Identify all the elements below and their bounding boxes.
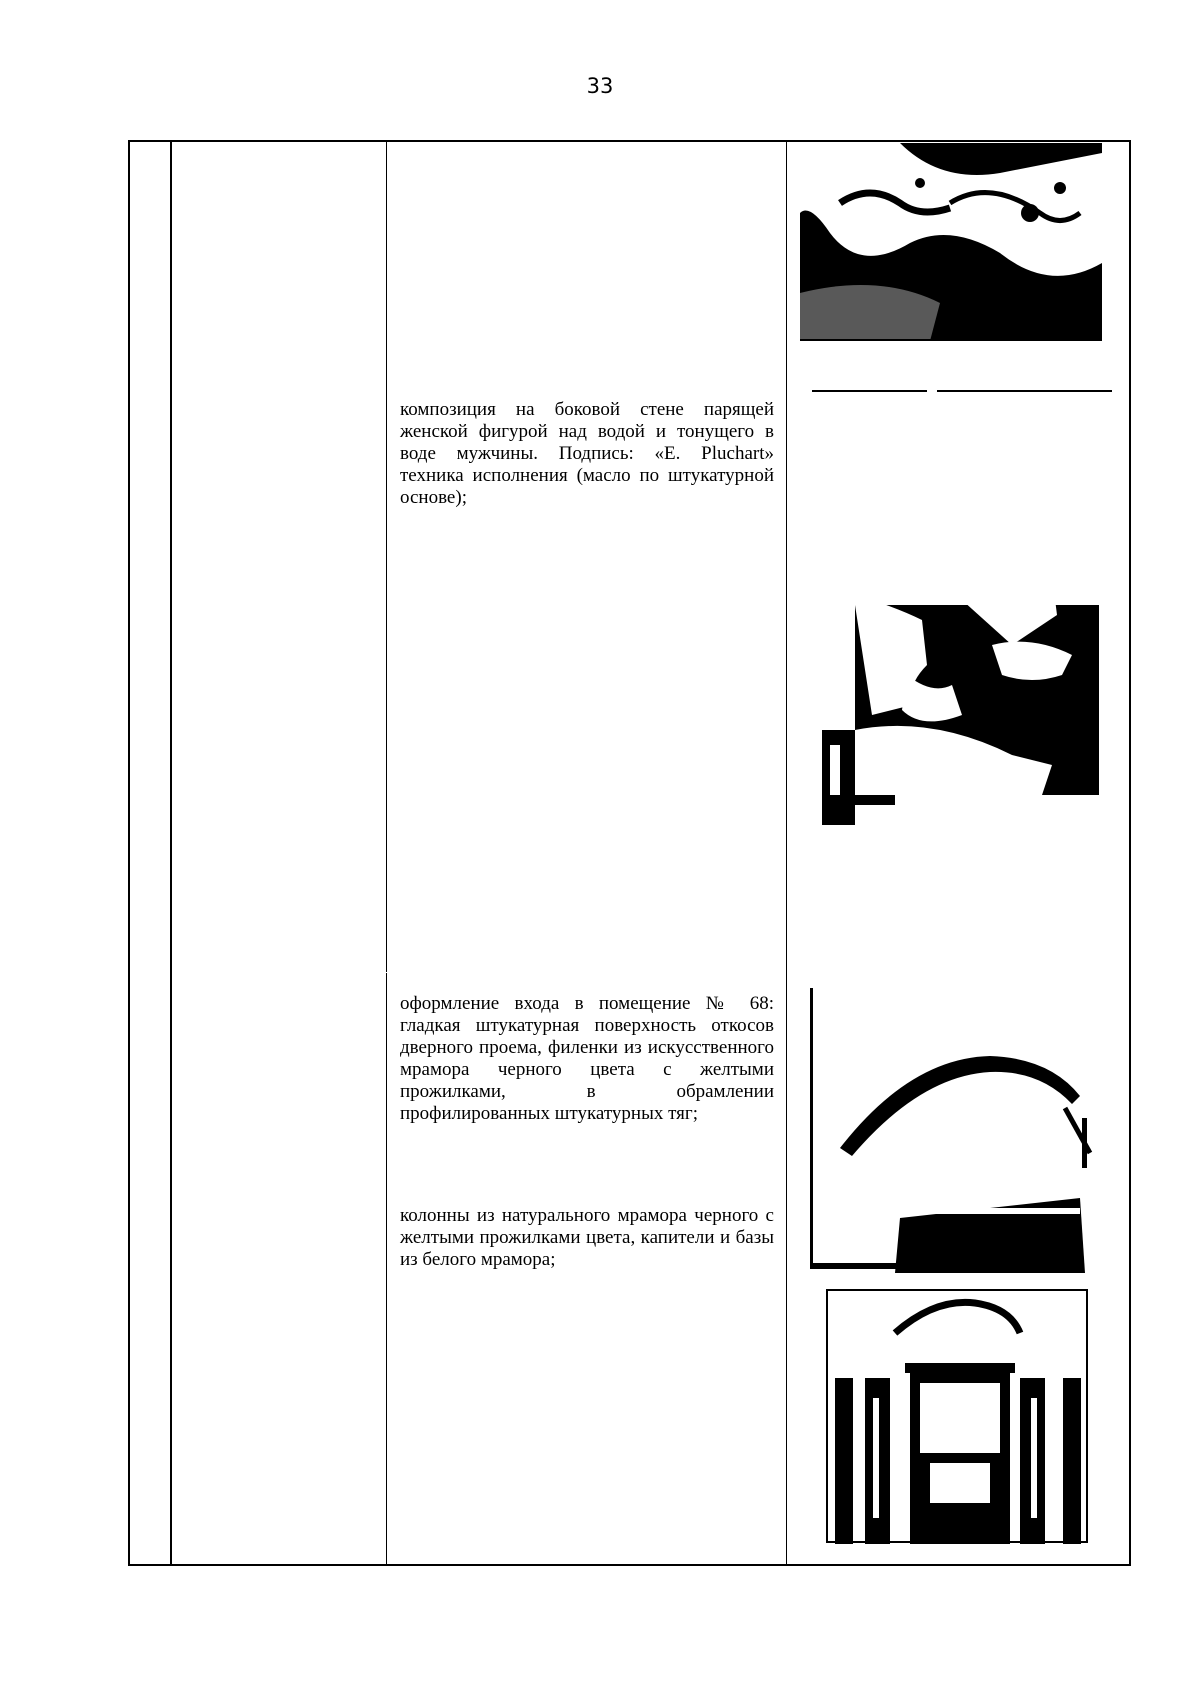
ceiling-painting-photo bbox=[800, 143, 1102, 341]
row-divider bbox=[386, 972, 786, 973]
marble-columns-photo bbox=[825, 1288, 1090, 1544]
page-number: 33 bbox=[586, 74, 614, 98]
column-divider-2 bbox=[386, 140, 387, 1566]
description-mural: композиция на боковой стене парящей женской фигурой над водой и тонущего в воде мужчины. Подпись: «E. Pluchart» техника исполнения (масло по штукатурной основе); bbox=[400, 399, 774, 508]
doorway-arch-photo bbox=[810, 988, 1110, 1274]
description-entrance: оформление входа в помещение № 68: гладкая штукатурная поверхность откосов дверного проема, филенки из искусственного мрамора черного цвета с желтыми прожилками, в обрамлении профилированных штукатурных тяг; bbox=[400, 993, 774, 1124]
column-divider-3 bbox=[786, 140, 787, 1566]
column-divider-1 bbox=[170, 140, 172, 1566]
wall-composition-photo bbox=[812, 385, 1112, 825]
description-columns: колонны из натурального мрамора черного с желтыми прожилками цвета, капители и базы из белого мрамора; bbox=[400, 1205, 774, 1270]
